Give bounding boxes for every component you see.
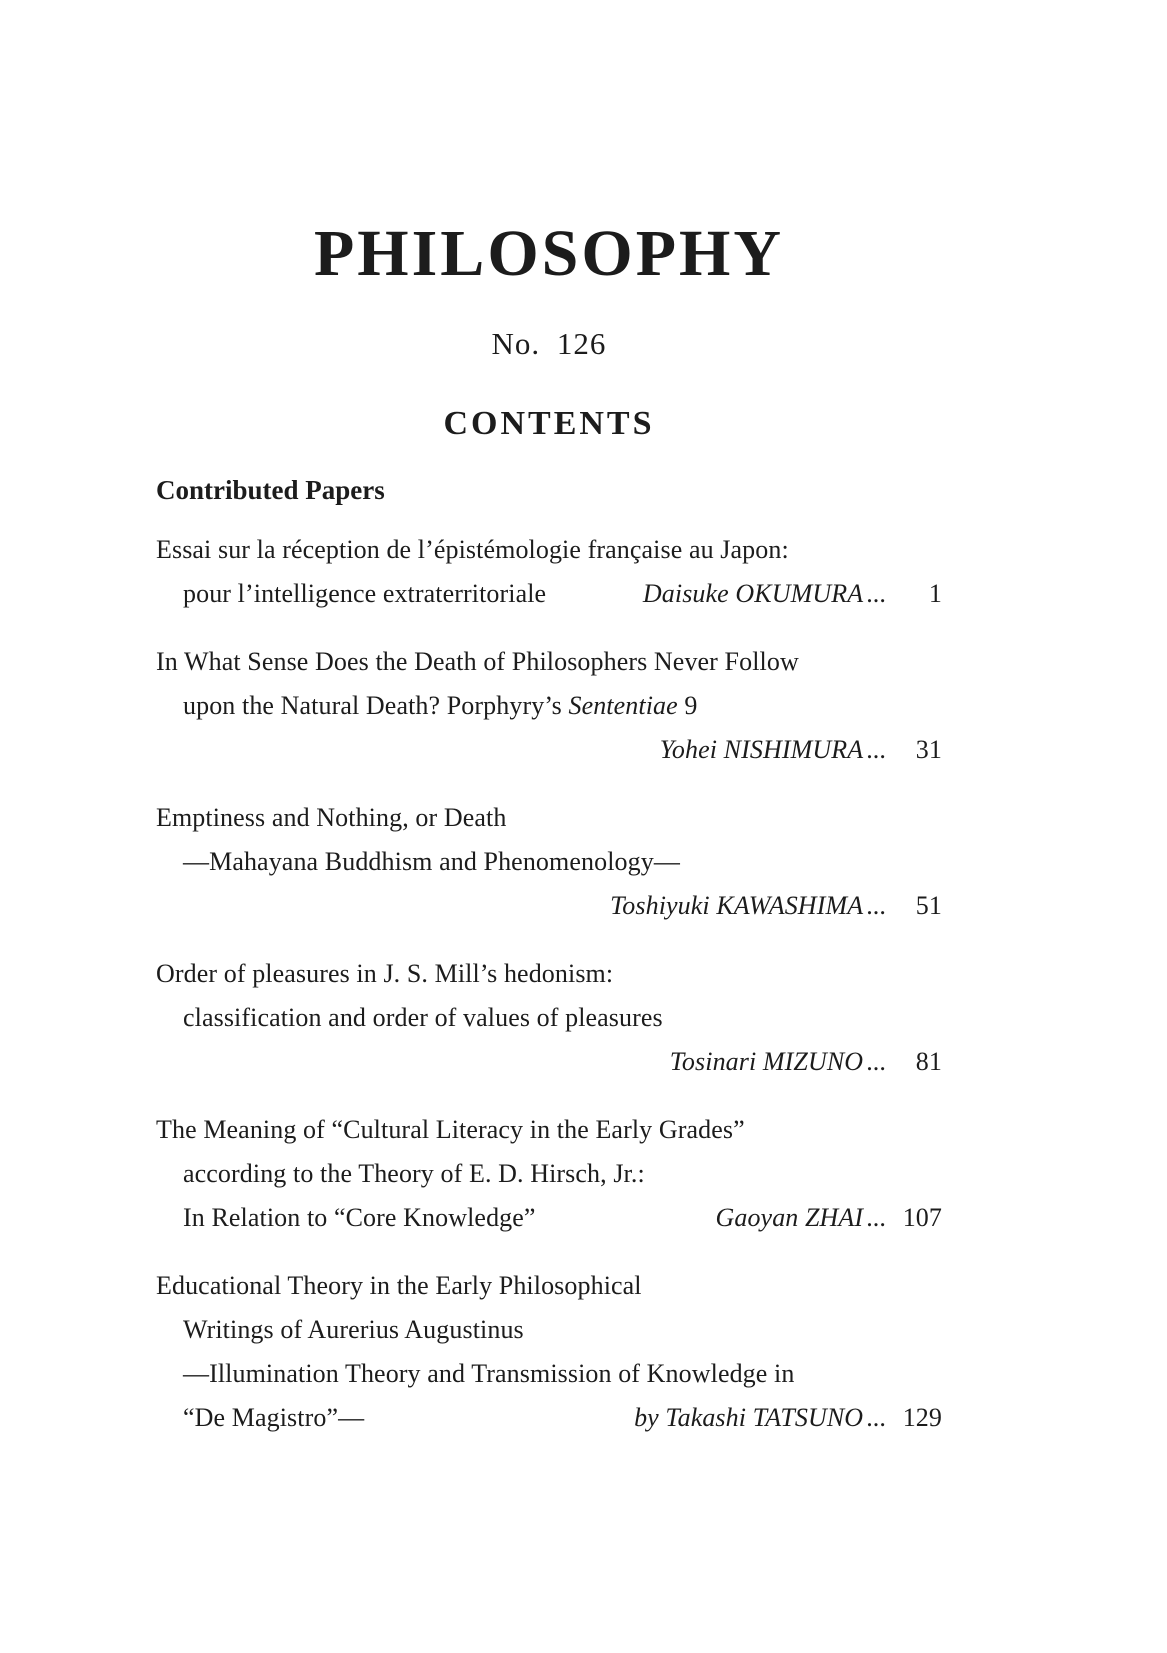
- toc-entry: [156, 1108, 942, 1240]
- entry-author: Daisuke OKUMURA: [642, 579, 864, 609]
- entry-title-text: The Meaning of “Cultural Literacy in the Early Grades”: [156, 1115, 745, 1145]
- entry-page-number: 107: [902, 1203, 942, 1233]
- entry-subtitle-text: —Illumination Theory and Transmission of Knowledge in: [183, 1359, 795, 1389]
- entry-author: Tosinari MIZUNO: [669, 1047, 864, 1077]
- entry-subtitle-text: Writings of Aurerius Augustinus: [183, 1315, 524, 1345]
- toc-line: [156, 1352, 942, 1396]
- toc-entry: [156, 528, 942, 616]
- entry-subtitle-text: —Mahayana Buddhism and Phenomenology—: [183, 847, 680, 877]
- leader-dots: ...: [866, 735, 886, 765]
- toc-line: [156, 952, 942, 996]
- entry-author: Gaoyan ZHAI: [715, 1203, 864, 1233]
- toc-entry: [156, 796, 942, 928]
- entry-page-number: 31: [915, 735, 942, 765]
- leader-dots: ...: [866, 579, 886, 609]
- entry-subtitle-text: according to the Theory of E. D. Hirsch, Jr.:: [183, 1159, 645, 1189]
- entry-author: by Takashi TATSUNO: [634, 1403, 864, 1433]
- entry-subtitle-text: classification and order of values of pleasures: [183, 1003, 663, 1033]
- toc-entry: [156, 1264, 942, 1440]
- toc-line: [156, 528, 942, 572]
- entry-title-text: Essai sur la réception de l’épistémologie française au Japon:: [156, 535, 789, 565]
- toc-line: [156, 684, 942, 728]
- toc-line: [156, 1308, 942, 1352]
- toc-line: [156, 572, 942, 616]
- entry-title-text: Emptiness and Nothing, or Death: [156, 803, 507, 833]
- entry-title-text: pour l’intelligence extraterritoriale: [183, 579, 547, 609]
- toc-entries: [156, 528, 942, 1440]
- toc-line: [156, 1152, 942, 1196]
- leader-dots: ...: [866, 891, 886, 921]
- entry-title-text: In What Sense Does the Death of Philosophers Never Follow: [156, 647, 799, 677]
- leader-dots: ...: [866, 1403, 886, 1433]
- entry-page-number: 81: [915, 1047, 942, 1077]
- toc-line-author: [156, 884, 942, 928]
- entry-title-italic: Sententiae: [568, 691, 678, 721]
- entry-page-number: 1: [928, 579, 942, 609]
- toc-line: [156, 1196, 942, 1240]
- toc-line: [156, 1396, 942, 1440]
- contents-heading: CONTENTS: [443, 404, 655, 442]
- toc-line-author: [156, 728, 942, 772]
- entry-title-text: Educational Theory in the Early Philosophical: [156, 1271, 642, 1301]
- journal-title: PHILOSOPHY: [313, 217, 785, 290]
- toc-entry: [156, 952, 942, 1084]
- toc-line: [156, 1108, 942, 1152]
- entry-subtitle-text: “De Magistro”—: [183, 1403, 365, 1433]
- toc-line: [156, 996, 942, 1040]
- toc-line-author: [156, 1040, 942, 1084]
- toc-line: [156, 640, 942, 684]
- entry-subtitle-text: In Relation to “Core Knowledge”: [183, 1203, 536, 1233]
- entry-author: Yohei NISHIMURA: [659, 735, 864, 765]
- leader-dots: ...: [866, 1203, 886, 1233]
- leader-dots: ...: [866, 1047, 886, 1077]
- entry-title-text: upon the Natural Death? Porphyry’s Sententiae 9: [183, 691, 698, 721]
- entry-page-number: 129: [902, 1403, 942, 1433]
- section-heading: Contributed Papers: [156, 475, 385, 506]
- toc-line: [156, 840, 942, 884]
- entry-author: Toshiyuki KAWASHIMA: [610, 891, 864, 921]
- toc-entry: [156, 640, 942, 772]
- entry-title-text: Order of pleasures in J. S. Mill’s hedonism:: [156, 959, 614, 989]
- issue-number: No. 126: [491, 325, 607, 361]
- entry-page-number: 51: [915, 891, 942, 921]
- toc-line: [156, 796, 942, 840]
- toc-line: [156, 1264, 942, 1308]
- contents-column: [156, 0, 942, 1464]
